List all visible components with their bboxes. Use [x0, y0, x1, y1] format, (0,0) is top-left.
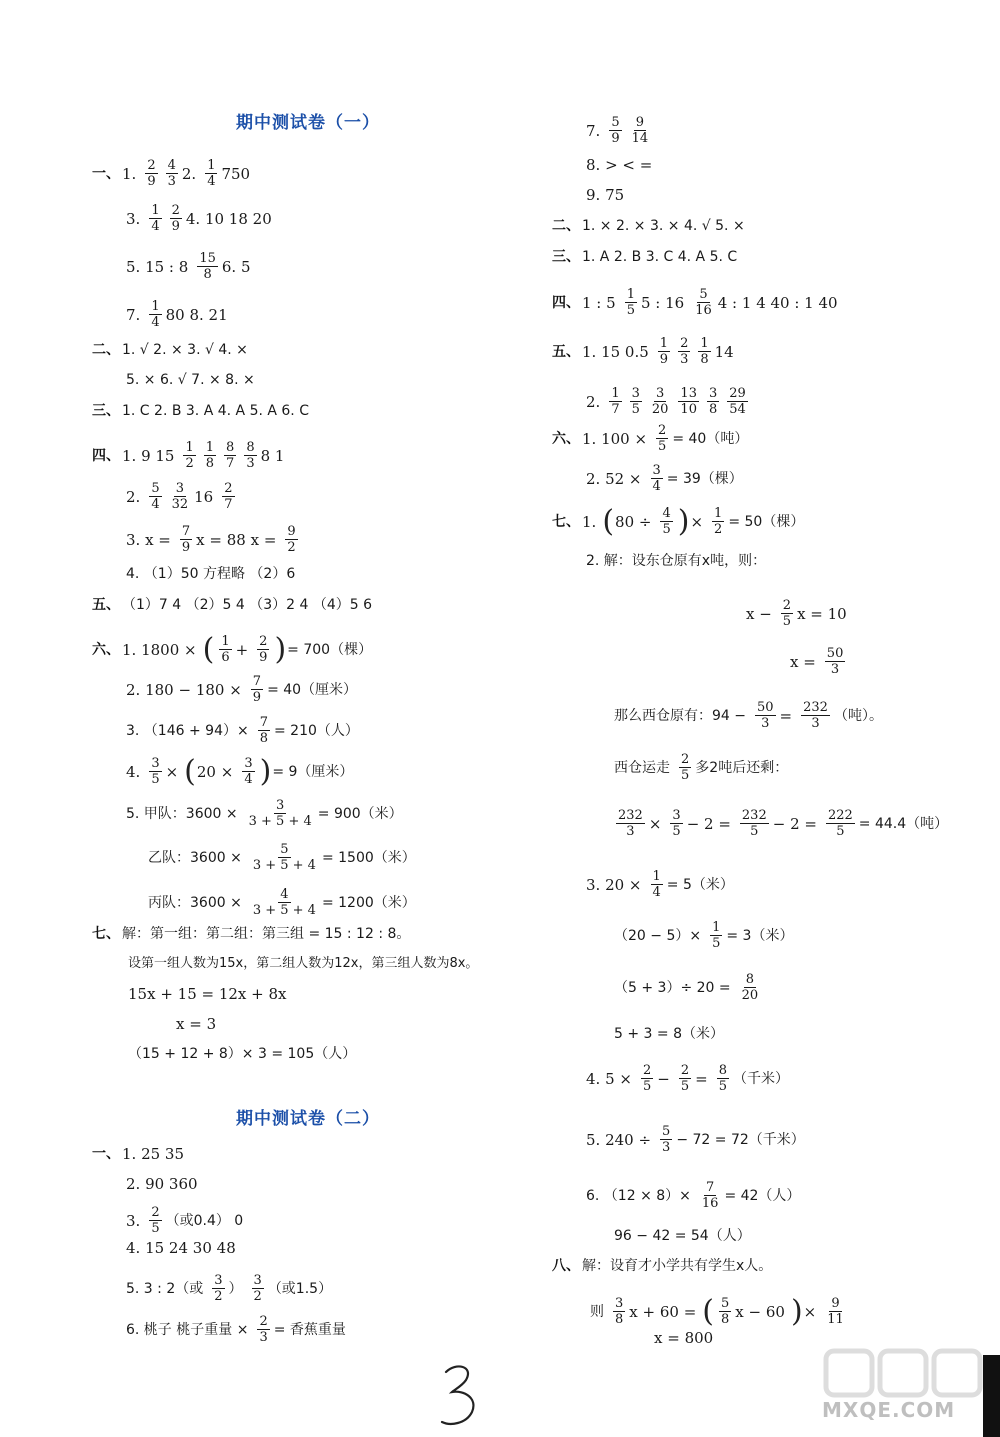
r-part-5-line-2 — [586, 386, 752, 417]
answer-value: 5. 3 : 2（或 — [126, 1280, 204, 1297]
fraction: $\frac{2}{9}$ — [259, 634, 268, 665]
equation-part: 西仓运走 — [614, 759, 670, 776]
answer-6-line-3 — [126, 715, 364, 746]
answer-value: 14 — [714, 342, 734, 361]
operator: + — [235, 640, 249, 659]
fraction: $\frac{3}{4}$ — [244, 756, 253, 787]
equation-part: （20 − 5）× — [614, 927, 702, 944]
equation-part: = 40（厘米） — [267, 681, 358, 698]
solution-text: 解：设育才小学共有学生x人。 — [582, 1258, 773, 1274]
fraction: 1 2 — [185, 440, 194, 471]
operator: = — [695, 1069, 708, 1088]
fraction: 3 32 — [171, 481, 189, 512]
equation-part: = 5（米） — [666, 876, 734, 893]
fraction: $\frac{4}{5}$ — [662, 506, 671, 537]
fraction: 1 4 — [207, 158, 216, 189]
answer-value: 8. > < = — [586, 156, 653, 174]
equation-part: = 3（米） — [726, 927, 794, 944]
equation: 15x + 15 = 12x + 8x — [128, 985, 287, 1003]
r-part-7-line-10 — [614, 972, 764, 1003]
r-part-7-line-12 — [586, 1063, 794, 1094]
answer-2-line-1 — [92, 340, 253, 360]
fraction: 1 8 — [700, 336, 709, 367]
fraction: $\frac{8}{20}$ — [741, 972, 759, 1003]
equation: x = 3 — [176, 1015, 217, 1033]
answer-1-line-1 — [92, 158, 255, 189]
answer-2-line-2 — [126, 370, 260, 390]
equation: （15 + 12 + 8）× 3 = 105（人） — [128, 1046, 357, 1062]
r-part-7-line-2 — [586, 551, 771, 571]
operator: × — [165, 762, 179, 781]
fraction: $\frac{50}{3}$ — [826, 646, 844, 677]
p2-answer-1-line-5 — [126, 1273, 337, 1304]
answer-7-line-4 — [176, 1014, 221, 1034]
fraction: 1 4 — [151, 299, 160, 330]
item-number: 2. — [181, 164, 197, 183]
fraction: $\frac{2}{5}$ — [680, 1063, 690, 1094]
p2-answer-1-line-2 — [126, 1174, 203, 1194]
part-label: 四、 — [552, 294, 580, 311]
answer-4-line-2 — [126, 481, 239, 512]
watermark-text: MXQE.COM — [822, 1398, 956, 1422]
operator: = — [779, 706, 793, 725]
scan-edge — [983, 1355, 1000, 1437]
answer-4-line-4 — [126, 564, 300, 584]
answer-value: 16 — [194, 487, 214, 506]
paren-left: ( — [202, 631, 215, 667]
part-label: 一、 — [92, 1146, 120, 1162]
fraction: 2 5 — [681, 752, 690, 783]
r-answer-7 — [586, 115, 654, 146]
answer-6-line-2 — [126, 674, 362, 705]
fraction: 1 8 — [205, 440, 215, 471]
equation-part: 2. 52 × — [586, 469, 642, 488]
section-title-midterm-2: 期中测试卷（二） — [236, 1109, 380, 1129]
fraction: $\frac{2}{5}$ — [782, 598, 792, 629]
answer-6-line-1 — [92, 631, 377, 667]
fraction: $\frac{5}{3}$ — [662, 1124, 671, 1155]
section-title-midterm-1: 期中测试卷（一） — [236, 113, 380, 133]
item-number: 2. — [126, 487, 141, 506]
solution-text: 设第一组人数为15x，第二组人数为12x，第三组人数为8x。 — [128, 956, 479, 971]
answer-value: 1 : 5 — [582, 293, 616, 312]
equation-part: 5. 240 ÷ — [586, 1130, 652, 1149]
fraction: $\frac{3}{5}$ — [151, 756, 160, 787]
item-number: 4. — [126, 762, 141, 781]
paren-left: ( — [184, 753, 196, 789]
r-part-7-line-14 — [586, 1180, 805, 1211]
fraction: $\frac{9}{2}$ — [287, 524, 296, 555]
answer-value: 4 : 1 4 40 : 1 40 — [717, 293, 838, 312]
fraction: 3 8 — [708, 386, 718, 417]
fraction: $\frac{7}{16}$ — [701, 1180, 719, 1211]
paren-left: ( — [702, 1293, 714, 1329]
answer-5-line-1 — [92, 595, 377, 615]
r-part-7-line-13 — [586, 1124, 810, 1155]
part-label: 三、 — [552, 249, 580, 265]
r-part-4 — [552, 287, 843, 318]
equation-part: = 44.4（吨） — [858, 815, 949, 832]
fraction: 3 8 — [615, 1296, 624, 1327]
r-part-8-line-1 — [552, 1256, 777, 1276]
fraction: $\frac{5}{3 + 5 + 4}$ — [252, 842, 316, 873]
equation-part: = 900（米） — [317, 805, 403, 822]
answer-6-line-4 — [126, 753, 358, 789]
answer-7-line-1 — [92, 924, 415, 944]
equation-part: x − 60 — [735, 1302, 785, 1321]
fraction: 5 4 — [151, 481, 160, 512]
fraction: 2 9 — [147, 158, 156, 189]
item-number: 1. — [122, 164, 137, 183]
r-part-7-line-15 — [614, 1226, 756, 1246]
fraction: $\frac{1}{2}$ — [714, 506, 723, 537]
fraction: $\frac{232}{5}$ — [741, 808, 767, 839]
r-part-5-line-1 — [552, 336, 739, 367]
p2-answer-1-line-1 — [92, 1144, 189, 1164]
answer-value: （或1.5） — [267, 1280, 333, 1297]
part-label: 六、 — [92, 641, 120, 658]
equation-part: x = 88 x = — [196, 530, 277, 549]
fraction: 1 4 — [151, 203, 160, 234]
equation-part: 80 ÷ — [615, 512, 652, 531]
fraction: $\frac{3}{4}$ — [652, 463, 661, 494]
equation-part: = 9（厘米） — [272, 763, 354, 780]
equation-part: 乙队：3600 × — [148, 849, 242, 866]
r-part-6-line-2 — [586, 463, 748, 494]
equation-part: 5. 甲队：3600 × — [126, 805, 238, 822]
fraction: 5 16 — [695, 287, 712, 318]
fraction: $\frac{8}{5}$ — [718, 1063, 727, 1094]
answer-4-line-1 — [92, 440, 289, 471]
equation-part: = 42（人） — [724, 1187, 801, 1204]
equation-part: 3. 20 × — [586, 875, 642, 894]
answer-6-line-7 — [148, 887, 421, 918]
answer-value: 1. 25 35 — [122, 1145, 185, 1163]
fraction: 4 3 — [167, 158, 176, 189]
answer-4-line-3 — [126, 524, 302, 555]
part-label: 三、 — [92, 403, 120, 419]
handwritten-page-number — [438, 1362, 484, 1430]
paren-left: ( — [602, 503, 615, 539]
fraction: $\frac{4}{3 + 5 + 4}$ — [252, 887, 316, 918]
equation-part: = 50（棵） — [728, 513, 805, 530]
r-part-7-line-4 — [790, 646, 849, 677]
r-part-7-line-9 — [614, 920, 798, 951]
fraction: 2 3 — [680, 336, 689, 367]
fraction: $\frac{222}{5}$ — [827, 808, 853, 839]
answer-value: 1. A 2. B 3. C 4. A 5. C — [582, 249, 738, 265]
equation-part: = 700（棵） — [287, 641, 373, 658]
equation-part: x = 10 — [797, 604, 847, 623]
item-number: 2. — [586, 392, 601, 411]
r-part-7-line-6 — [614, 752, 793, 783]
answer-6-line-5 — [126, 798, 408, 829]
fraction: $\frac{7}{9}$ — [252, 674, 262, 705]
item-number: 3. — [126, 1211, 141, 1230]
r-part-7-line-8 — [586, 869, 739, 900]
fraction: $\frac{1}{5}$ — [712, 920, 721, 951]
equation-part: （千米） — [732, 1070, 789, 1087]
answer-value: 5. × 6. √ 7. × 8. × — [126, 372, 255, 388]
answer-3-line-1 — [92, 401, 314, 421]
answer-value: ） — [228, 1280, 243, 1297]
fraction: 8 3 — [246, 440, 255, 471]
r-part-8-line-2 — [590, 1293, 850, 1329]
equation-part: 丙队：3600 × — [148, 894, 242, 911]
paren-right: ) — [790, 1293, 803, 1329]
equation-part: 2. 180 − 180 × — [126, 680, 242, 699]
answer-value: 80 8. 21 — [165, 305, 228, 324]
item-number: 3. — [126, 209, 141, 228]
fraction: $\frac{7}{8}$ — [259, 715, 268, 746]
r-part-3 — [552, 247, 742, 267]
equation-part: 4. 5 × — [586, 1069, 632, 1088]
answer-value: = 香蕉重量 — [273, 1321, 346, 1338]
fraction: 2 7 — [224, 481, 233, 512]
r-part-7-line-1 — [552, 503, 809, 539]
answer-1-line-3 — [126, 203, 277, 234]
fraction: $\frac{2}{5}$ — [658, 423, 667, 454]
equation: 5 + 3 = 8（米） — [614, 1026, 724, 1042]
answer-7-line-5 — [128, 1044, 361, 1064]
solution-text: 2. 解：设东仓原有x吨，则： — [586, 553, 767, 569]
answer-value: 5. 15 : 8 — [126, 257, 189, 276]
part-label: 二、 — [92, 342, 120, 358]
equation-part: − 2 = — [772, 814, 817, 833]
operator: × — [690, 512, 704, 531]
r-answer-9 — [586, 185, 629, 205]
r-part-7-line-5 — [614, 700, 888, 731]
equation-part: 3. x = — [126, 530, 171, 549]
r-part-8-line-3 — [654, 1328, 718, 1348]
part-label: 六、 — [552, 430, 580, 447]
fraction: $\frac{2}{5}$ — [642, 1063, 652, 1094]
answer-value: 1. C 2. B 3. A 4. A 5. A 6. C — [122, 403, 309, 419]
operator: × — [648, 814, 662, 833]
fraction: $\frac{1}{4}$ — [652, 869, 661, 900]
p2-answer-1-line-6 — [126, 1314, 351, 1345]
fraction: 1 6 — [221, 634, 230, 665]
p2-answer-1-line-4 — [126, 1238, 241, 1258]
equation-part: 多2吨后还剩： — [695, 759, 789, 776]
item-number: 7. — [126, 305, 141, 324]
answer-value: 9. 75 — [586, 186, 625, 204]
fraction: 1 9 — [659, 336, 669, 367]
fraction: $\frac{2}{3}$ — [259, 1314, 268, 1345]
equation-part: 1. 100 × — [582, 429, 648, 448]
fraction: 2 9 — [171, 203, 180, 234]
answer-1-line-7 — [126, 299, 233, 330]
operator: × — [803, 1302, 817, 1321]
answer-value: 2. 90 360 — [126, 1175, 198, 1193]
part-label: 五、 — [552, 343, 580, 360]
answer-value: 4. 15 24 30 48 — [126, 1239, 236, 1257]
fraction: 5 9 — [611, 115, 620, 146]
item-number: 7. — [586, 121, 601, 140]
fraction: 9 14 — [631, 115, 649, 146]
solution-text: 解：第一组：第二组：第三组 = 15 : 12 : 8。 — [122, 926, 411, 942]
fraction: 3 2 — [253, 1273, 262, 1304]
equation-part: 1. 1800 × — [122, 640, 197, 659]
equation-part: = 210（人） — [274, 722, 359, 739]
fraction: 13 10 — [680, 386, 697, 417]
fraction: 3 5 — [631, 386, 640, 417]
r-part-7-line-7 — [612, 808, 953, 839]
answer-1-line-5 — [126, 251, 255, 282]
answer-value: 1. 15 0.5 — [582, 342, 649, 361]
fraction: $\frac{3}{5}$ — [672, 808, 681, 839]
p2-answer-1-line-3 — [126, 1205, 248, 1236]
paren-right: ) — [259, 753, 272, 789]
fraction: 3 20 — [651, 386, 669, 417]
part-label: 七、 — [92, 926, 120, 942]
paren-right: ) — [677, 503, 690, 539]
answer-value: （1）7 4 （2）5 4 （3）2 4 （4）5 6 — [122, 597, 373, 613]
answer-value: 6. 5 — [221, 257, 251, 276]
equation-part: x − — [746, 604, 772, 623]
r-part-7-line-11 — [614, 1024, 729, 1044]
part-label: 七、 — [552, 513, 580, 530]
fraction: $\frac{9}{11}$ — [827, 1296, 844, 1327]
answer-value: 1. 9 15 — [122, 446, 175, 465]
paren-right: ) — [274, 631, 287, 667]
answer-value: 4. 10 18 20 — [185, 209, 272, 228]
fraction: $\frac{50}{3}$ — [757, 700, 774, 731]
equation-part: − 2 = — [686, 814, 731, 833]
r-part-6-line-1 — [552, 423, 753, 454]
part-label: 四、 — [92, 447, 120, 464]
fraction: 29 54 — [729, 386, 746, 417]
fraction: $\frac{7}{9}$ — [181, 524, 191, 555]
equation-part: = 1200（米） — [321, 894, 416, 911]
part-label: 八、 — [552, 1258, 580, 1274]
fraction: 1 5 — [626, 287, 635, 318]
answer-value: 6. 桃子 桃子重量 × — [126, 1321, 249, 1338]
equation-part: 则 — [590, 1303, 604, 1320]
answer-value: 8 1 — [260, 446, 285, 465]
answer-7-line-2 — [128, 954, 483, 974]
part-label: 一、 — [92, 165, 120, 182]
part-label: 二、 — [552, 218, 580, 234]
answer-value: 750 — [221, 164, 251, 183]
r-part-7-line-3 — [746, 598, 852, 629]
equation-part: 3. （146 + 94）× — [126, 722, 249, 739]
equation-part: 6. （12 × 8）× — [586, 1187, 691, 1204]
answer-value: （或0.4） 0 — [165, 1212, 244, 1229]
answer-value: 4. （1）50 方程略 （2）6 — [126, 566, 296, 582]
equation: x = 800 — [654, 1329, 714, 1347]
fraction: 1 7 — [611, 386, 620, 417]
fraction: 8 7 — [226, 440, 235, 471]
equation-part: （吨）。 — [833, 707, 883, 724]
r-part-2 — [552, 216, 750, 236]
equation-part: − 72 = 72（千米） — [676, 1131, 805, 1148]
equation-part: = 39（棵） — [666, 470, 743, 487]
answer-value: 1. √ 2. × 3. √ 4. × — [122, 342, 248, 358]
equation-part: = 40（吨） — [672, 430, 749, 447]
equation: 96 − 42 = 54（人） — [614, 1228, 751, 1244]
equation-part: 那么西仓原有：94 − — [614, 707, 746, 724]
equation-part: x = — [790, 652, 816, 671]
r-answer-8 — [586, 155, 657, 175]
fraction: 5 8 — [721, 1296, 730, 1327]
fraction: $\frac{3}{3 + 5 + 4}$ — [248, 798, 312, 829]
answer-7-line-3 — [128, 984, 292, 1004]
operator: − — [657, 1069, 670, 1088]
fraction: $\frac{232}{3}$ — [803, 700, 828, 731]
fraction: 3 2 — [214, 1273, 223, 1304]
answer-6-line-6 — [148, 842, 421, 873]
item-number: 1. — [582, 512, 597, 531]
fraction: 2 5 — [151, 1205, 160, 1236]
fraction: 15 8 — [199, 251, 216, 282]
equation-part: x + 60 = — [629, 1302, 697, 1321]
answer-value: 1. × 2. × 3. × 4. √ 5. × — [582, 218, 745, 234]
equation-part: 20 × — [196, 762, 234, 781]
equation-part: （5 + 3）÷ 20 = — [614, 979, 731, 996]
part-label: 五、 — [92, 597, 120, 613]
fraction: $\frac{232}{3}$ — [618, 808, 643, 839]
answer-value: 5 : 16 — [640, 293, 685, 312]
equation-part: = 1500（米） — [321, 849, 416, 866]
